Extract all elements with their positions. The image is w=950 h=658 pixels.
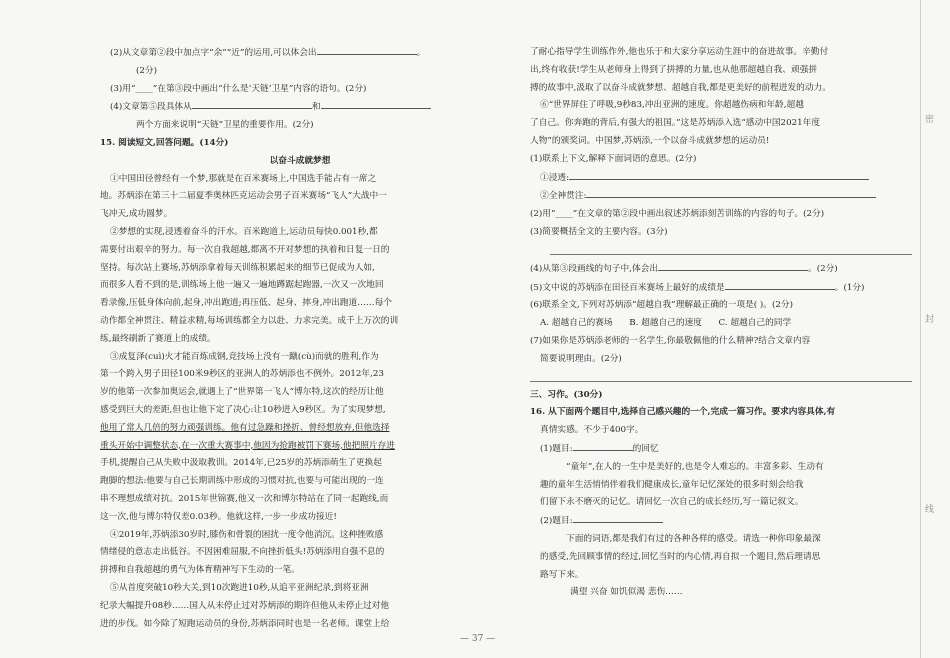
text-line: 出,终有收获!学生从老师身上得到了拼搏的力量,也从他那超越自我、顽强拼 bbox=[530, 64, 818, 75]
topic-1-description bbox=[530, 459, 912, 512]
text-line: ⑥“世界屏住了呼吸,9秒83,冲出亚洲的速度。你超越伤病和年龄,超越 bbox=[540, 100, 804, 111]
term-label: ②全神贯注: bbox=[540, 191, 587, 202]
text-line: 看录像,压低身体向前,起身,冲出跑道;再压低、起身、摔身,冲出跑道……每个 bbox=[100, 298, 392, 309]
sub-question-1: (1)联系上下文,解释下面词语的意思。(2分) bbox=[530, 153, 697, 164]
text-line: 动作都全神贯注、精益求精,每场训练都全力以赴、力求完美。成千上万次的训 bbox=[100, 315, 399, 326]
text-line: 搏的故事中,汲取了以奋斗成就梦想、超越自我,都是更美好的前程进发的动力。 bbox=[530, 82, 831, 93]
text-line: 真情实感。不少于400字。 bbox=[540, 425, 644, 436]
paragraph-3 bbox=[100, 349, 500, 527]
question-3: (3)用“____”在第③段中画出“什么是‘天链’卫星”内容的语句。(2分) bbox=[110, 83, 367, 94]
text-line: 路写下来。 bbox=[540, 569, 584, 580]
question-text: (5)文中说的苏炳添在田径百米赛场上最好的成绩是 bbox=[530, 282, 725, 293]
text-line: 下面的词语,都是我们有过的各种各样的感受。请选一种你印象最深 bbox=[566, 533, 821, 544]
text-line: 这一次,他与博尔特仅差0.03秒。他就这样,一步一步成功接近! bbox=[100, 511, 337, 522]
gutter-mark: 线 bbox=[925, 505, 935, 515]
question-15: 15. 阅读短文,回答问题。(14分) bbox=[100, 137, 229, 148]
paragraph-5 bbox=[100, 580, 500, 633]
text-line: 了自己。你奔跑的背后,有强大的祖国。”这是苏炳添入选“感动中国2021年度 bbox=[530, 118, 821, 129]
underlined-line: 重头开始中调整状态,在一次重大赛事中,他因为抢跑被罚下赛场,他把照片存进 bbox=[100, 440, 395, 451]
text-line: 手机,提醒自己从失败中汲取教训。2014年,已25岁的苏炳添萌生了更换起 bbox=[100, 458, 382, 469]
paragraph-5-cont bbox=[530, 44, 912, 97]
sub-question-3: (3)简要概括全文的主要内容。(3分) bbox=[530, 226, 668, 237]
text-line: 拼搏和自我超越的勇气为体育精神写下生动的一笔。 bbox=[100, 565, 300, 576]
gutter-mark: 封 bbox=[925, 315, 935, 325]
question-text: (4)从第③段画线的句子中,体会出 bbox=[530, 263, 659, 274]
sub-question-2: (2)用“____”在文章的第②段中画出叙述苏炳添刻苦训练的内容的句子。(2分) bbox=[530, 209, 825, 220]
text-line: 跑脚的想法:他要与自己长期训练中形成的习惯对抗,也要与可能出现的一连 bbox=[100, 476, 384, 487]
answer-blank[interactable] bbox=[586, 187, 876, 198]
answer-blank[interactable] bbox=[658, 260, 808, 271]
text-line: 第一个跨入男子田径100米9秒区的亚洲人的苏炳添也不例外。2012年,23 bbox=[100, 369, 384, 380]
text-line: 16. 从下面两个题目中,选择自己感兴趣的一个,完成一篇习作。要求内容具体,有 bbox=[530, 407, 836, 418]
answer-line[interactable] bbox=[530, 371, 912, 382]
text-line: “童年”,在人的一生中是美好的,也是令人难忘的。丰富多彩、生动有 bbox=[566, 461, 824, 472]
essay-title: 以奋斗成就梦想 bbox=[269, 155, 331, 166]
underlined-line: 他用了常人几倍的努力顽强训练。他有过急躁和挫折、曾经想放弃,但他选择 bbox=[100, 422, 390, 433]
question-score: 。(1分) bbox=[834, 282, 865, 293]
text-line: 了耐心指导学生训练作外,他也乐于和大家分享运动生涯中的奋进故事。辛勤付 bbox=[530, 47, 829, 57]
text-line: 岁的他第一次参加奥运会,就遇上了“世界第一飞人”博尔特,这次的经历让他 bbox=[100, 387, 384, 398]
question-16 bbox=[530, 404, 912, 440]
term-label: ①浸透: bbox=[540, 172, 569, 183]
text-line: ①中国田径曾经有一个梦,那就是在百米赛场上,中国选手能占有一席之 bbox=[110, 173, 377, 184]
question-4-text: (4)文章第⑤段具体从 bbox=[110, 102, 192, 113]
text-line: 串不理想成绩对抗。2015年世锦赛,他又一次和博尔特站在了同一起跑线,而 bbox=[100, 493, 389, 504]
text-line: 趣的童年生活悄悄伴着我们健康成长,童年记忆深处的很多时刻会给我 bbox=[540, 479, 804, 490]
text-line: ④2019年,苏炳添30岁时,膝伤和骨裂的困扰一度令他消沉。这种挫败感 bbox=[110, 529, 384, 540]
topic-label: (1)题目: bbox=[540, 443, 573, 454]
option-c[interactable]: C. 超越自己的同学 bbox=[718, 318, 792, 329]
paragraph-4 bbox=[100, 527, 500, 580]
answer-blank[interactable] bbox=[317, 44, 417, 55]
question-2: (2)从文章第②段中加点字“余”“近”的运用,可以体会出 。 bbox=[100, 44, 500, 63]
text-line: (7)如果你是苏炳添老师的一名学生,你最敬佩他的什么精神?结合文章内容 bbox=[530, 335, 811, 346]
topic-suffix: 的回忆 bbox=[632, 443, 659, 454]
sub-question-1b bbox=[530, 187, 912, 206]
text-line: ③成复泽(cuì)火才能百炼成钢,竞技场上没有一蹴(cù)而就的胜利,作为 bbox=[110, 351, 379, 362]
sub-question-7 bbox=[530, 333, 912, 369]
sub-question-1a bbox=[530, 169, 912, 188]
answer-blank[interactable] bbox=[573, 512, 663, 523]
sub-question-5 bbox=[530, 279, 912, 298]
sub-question-4 bbox=[530, 260, 912, 279]
text-line: 们留下永不磨灭的记忆。请回忆一次自己的成长经历,写一篇记叙文。 bbox=[540, 497, 804, 508]
text-line: ⑤从首度突破10秒大关,到10次跑进10秒,从追平亚洲纪录,到将亚洲 bbox=[110, 582, 369, 593]
text-line: 飞冲天,成功圆梦。 bbox=[100, 209, 173, 220]
answer-blank[interactable] bbox=[573, 440, 633, 451]
option-b[interactable]: B. 超越自己的速度 bbox=[629, 318, 702, 329]
text-line: 的感受,先回顾事情的经过,回忆当时的内心情,再自拟一个题目,然后理请思 bbox=[540, 551, 821, 562]
text-line: 进的步伐。如今除了短跑运动员的身份,苏炳添同时也是一名老师。课堂上给 bbox=[100, 618, 390, 629]
option-a[interactable]: A. 超越自己的赛场 bbox=[540, 318, 613, 329]
gutter-mark: 密 bbox=[925, 115, 935, 125]
question-score: 。(2分) bbox=[808, 263, 838, 274]
question-4 bbox=[100, 98, 500, 117]
paragraph-2 bbox=[100, 224, 500, 349]
text-line: 地。苏炳添在第三十二届夏季奥林匹克运动会男子百米赛场“飞人”大战中一 bbox=[100, 191, 387, 202]
left-column bbox=[100, 44, 500, 633]
text-line: 需要付出艰辛的努力。每一次自我超越,都离不开对梦想的执着和日复一日的 bbox=[100, 244, 390, 255]
topic-label: (2)题目: bbox=[540, 516, 573, 527]
text-line: 练,最终刷新了赛道上的成绩。 bbox=[100, 333, 216, 344]
paragraph-6 bbox=[530, 97, 912, 150]
text-line: 情绪侵的意志走出低谷。不因困难屈服,不向挫折低头!苏炳添用自强不息的 bbox=[100, 547, 385, 558]
answer-blank[interactable] bbox=[569, 169, 869, 180]
text-line: 简要说明理由。(2分) bbox=[540, 353, 622, 364]
answer-blank[interactable] bbox=[321, 98, 431, 109]
paragraph-1 bbox=[100, 171, 500, 224]
sub-question-6: (6)联系全文,下列对苏炳添“超越自我”理解最正确的一项是( )。(2分) bbox=[530, 300, 793, 311]
topic-2 bbox=[530, 512, 912, 531]
right-column bbox=[530, 44, 912, 602]
text-line: 而很多人看不到的是,训练场上他一遍又一遍地蹲踞起跑器,一次又一次地回 bbox=[100, 280, 384, 291]
text-line: 坚持。每次站上赛场,苏炳添拿着每天训练积累起来的细节已促成为人如, bbox=[100, 262, 375, 273]
page-number: — 37 — bbox=[460, 634, 496, 644]
answer-blank[interactable] bbox=[725, 279, 835, 290]
topic-2-description bbox=[530, 531, 912, 584]
answer-blank[interactable] bbox=[192, 98, 312, 109]
section-3-heading: 三、习作。(30分) bbox=[530, 389, 603, 400]
question-2-text: (2)从文章第②段中加点字“余”“近”的运用,可以体会出 bbox=[110, 48, 317, 58]
text-line: 感受到巨大的差距,但也让他下定了决心:让10秒进入9秒区。为了实现梦想, bbox=[100, 404, 386, 415]
question-2-score: (2分) bbox=[136, 65, 157, 76]
text-line: ②梦想的实现,浸透着奋斗的汗水。百米跑道上,运动员每快0.001秒,都 bbox=[110, 226, 378, 237]
answer-line[interactable] bbox=[550, 244, 912, 255]
text-line: 人物”的颁奖词。中国梦,苏炳添,一个以奋斗成就梦想的运动员! bbox=[530, 135, 770, 146]
topic-1 bbox=[530, 440, 912, 459]
question-4-cont: 两个方面来说明“天链”卫星的重要作用。(2分) bbox=[136, 120, 314, 131]
feeling-words: 满望 兴奋 如饥似渴 悲伤…… bbox=[570, 587, 683, 598]
question-4-mid: 和 bbox=[311, 102, 321, 113]
binding-gutter-line bbox=[920, 0, 921, 658]
text-line: 纪录大幅提升08秒……国人从未停止过对苏炳添的期许但他从未停止过对他 bbox=[100, 600, 390, 611]
sub-question-6-options bbox=[530, 315, 912, 333]
